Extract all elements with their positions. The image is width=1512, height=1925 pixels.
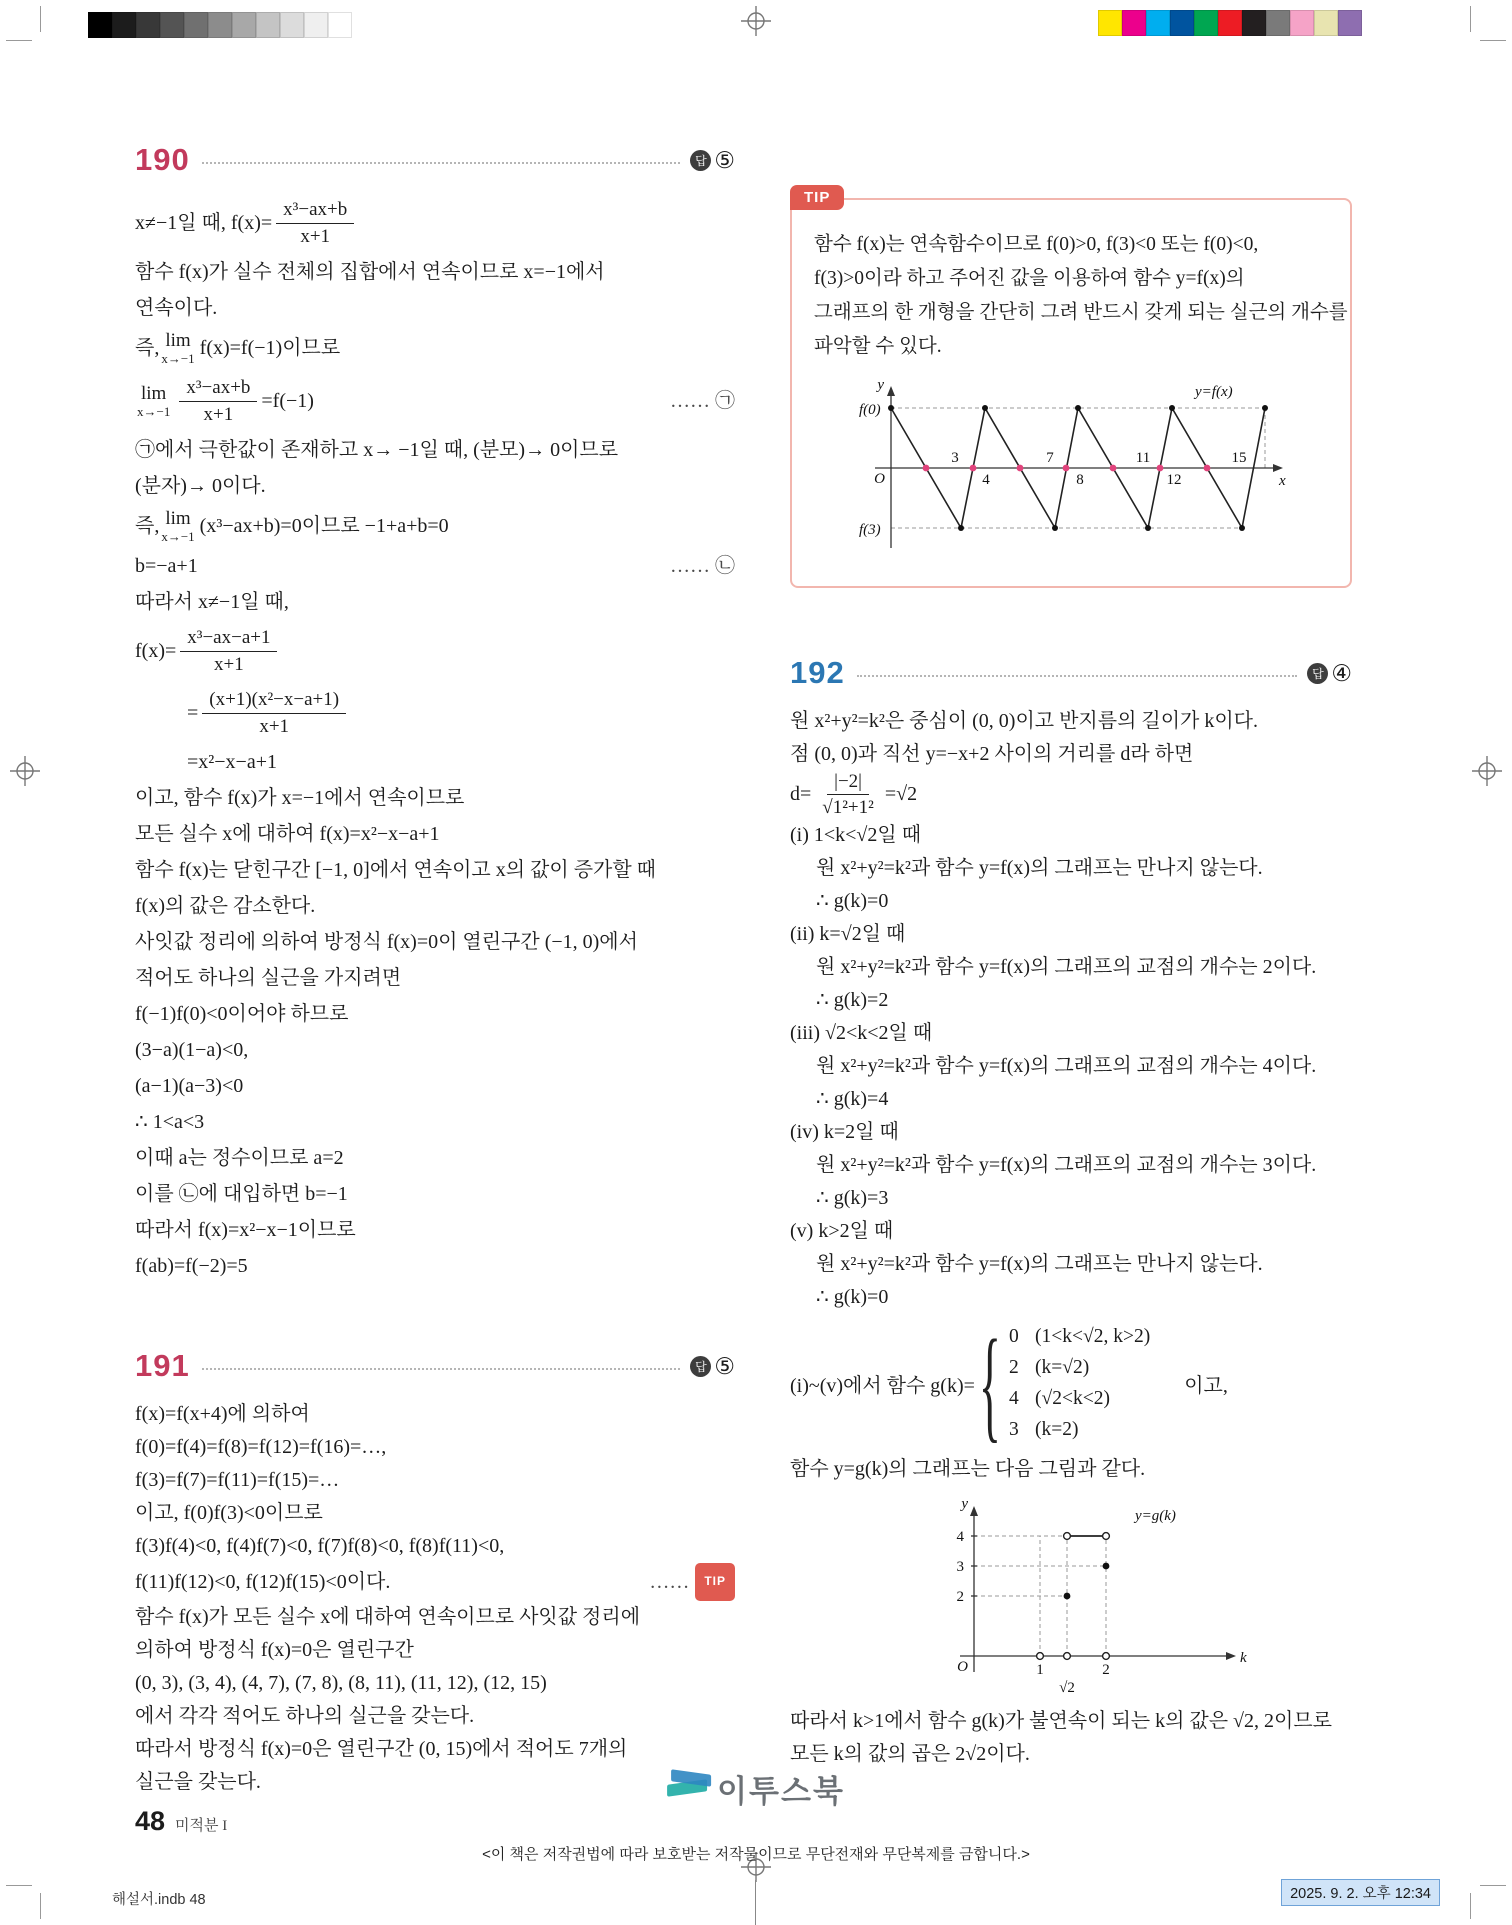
- print-file-name: 해설서.indb 48: [112, 1892, 206, 1908]
- solution-line: (a−1)(a−3)<0: [135, 1075, 244, 1097]
- calibration-swatch: [1242, 10, 1266, 36]
- equation-text: f(x)=f(−1)이므로: [199, 337, 341, 359]
- grayscale-calibration-bar: [88, 12, 352, 38]
- solution-line: (0, 3), (3, 4), (4, 7), (7, 8), (8, 11), (11, 12), (12, 15): [135, 1672, 547, 1694]
- answer-badge: [1307, 662, 1352, 685]
- fraction-denominator: x+1: [300, 225, 331, 247]
- limit-notation: [137, 384, 170, 418]
- problem-number: 192: [790, 655, 845, 690]
- solution-line: ∴ g(k)=0: [816, 889, 889, 912]
- answer-value: ④: [1331, 660, 1352, 686]
- tick-4: 4: [982, 472, 990, 488]
- answer-badge: [690, 1355, 735, 1378]
- fraction-numerator: x³−ax+b: [276, 199, 354, 223]
- tick-xsqrt2: √2: [1059, 1679, 1075, 1696]
- equation-tag: …… ㉠: [670, 390, 735, 412]
- answer-badge: [690, 149, 735, 172]
- piecewise-rows: [1009, 1322, 1150, 1445]
- piecewise-suffix: 이고,: [1184, 1374, 1228, 1397]
- solution-line: 모든 k의 값의 곱은 2√2이다.: [790, 1742, 1030, 1765]
- solution-line: 에서 각각 적어도 하나의 실근을 갖는다.: [135, 1705, 475, 1727]
- calibration-swatch: [1266, 10, 1290, 36]
- calibration-swatch: [1314, 10, 1338, 36]
- tip-line: f(3)>0이라 하고 주어진 값을 이용하여 함수 y=f(x)의: [814, 268, 1245, 289]
- calibration-swatch: [1170, 10, 1194, 36]
- piecewise-value: 4: [1009, 1387, 1019, 1409]
- solution-line: 함수 y=g(k)의 그래프는 다음 그림과 같다.: [790, 1457, 1146, 1480]
- tick-7: 7: [1046, 450, 1054, 466]
- book-subject: 미적분 I: [175, 1818, 228, 1834]
- f0-label: f(0): [859, 402, 881, 418]
- piecewise-value: 2: [1009, 1356, 1019, 1378]
- print-timestamp: 2025. 9. 2. 오후 12:34: [1281, 1879, 1440, 1906]
- fraction-denominator: x+1: [214, 653, 244, 675]
- problem-190-header: [135, 142, 735, 178]
- calibration-swatch: [1122, 10, 1146, 36]
- fraction-numerator: (x+1)(x²−x−a+1): [202, 689, 346, 713]
- calibration-swatch: [256, 12, 280, 38]
- publisher-logo: [667, 1766, 845, 1811]
- problem-number: 191: [135, 1348, 190, 1383]
- equation-text: d=: [790, 783, 812, 806]
- tip-line: 그래프의 한 개형을 간단히 그려 반드시 갖게 되는 실근의 개수를: [814, 302, 1348, 323]
- fraction-numerator: x³−ax−a+1: [180, 627, 277, 651]
- left-brace: {: [978, 1312, 1001, 1454]
- step-function-graph: [930, 1494, 1250, 1699]
- problem-192-solution: [790, 655, 1352, 1771]
- solution-line: f(ab)=f(−2)=5: [135, 1255, 248, 1277]
- solution-line: ∴ g(k)=4: [816, 1087, 889, 1110]
- solution-line: 따라서 x≠−1일 때,: [135, 591, 289, 613]
- solution-line: (3−a)(1−a)<0,: [135, 1039, 249, 1061]
- limit-notation: [161, 509, 194, 543]
- tick-y4: 4: [956, 1528, 964, 1545]
- solution-line: f(3)=f(7)=f(11)=f(15)=…: [135, 1469, 340, 1491]
- piecewise-row: [1009, 1384, 1150, 1414]
- solution-line: [135, 370, 735, 432]
- case-heading: (iv) k=2일 때: [790, 1120, 899, 1143]
- dotted-leader: [202, 162, 681, 164]
- calibration-swatch: [184, 12, 208, 38]
- curve-label: y=g(k): [1135, 1507, 1176, 1524]
- tip-chip: TIP: [790, 185, 844, 210]
- case-heading: (ii) k=√2일 때: [790, 922, 906, 945]
- case-heading: (v) k>2일 때: [790, 1219, 894, 1242]
- solution-line: [135, 620, 735, 682]
- limit-subscript: x→−1: [161, 529, 195, 544]
- equation-text: x≠−1일 때, f(x)=: [135, 212, 273, 234]
- solution-line: f(−1)f(0)<0이어야 하므로: [135, 1003, 349, 1025]
- tick-3: 3: [951, 450, 959, 466]
- solution-line: 사잇값 정리에 의하여 방정식 f(x)=0이 열린구간 (−1, 0)에서: [135, 931, 638, 953]
- tick-15: 15: [1231, 450, 1247, 466]
- calibration-swatch: [280, 12, 304, 38]
- registration-mark-top: [741, 6, 771, 36]
- piecewise-condition: (√2<k<2): [1035, 1387, 1110, 1409]
- problem-number: 190: [135, 142, 190, 177]
- limit-subscript: x→−1: [161, 351, 195, 366]
- tick-y2: 2: [956, 1588, 964, 1605]
- limit-notation: [161, 331, 194, 365]
- equation-text: f(11)f(12)<0, f(12)f(15)<0이다.: [135, 1570, 391, 1593]
- fraction: [179, 377, 257, 425]
- crop-mark: [1480, 40, 1506, 41]
- y-axis-label: y: [961, 1495, 968, 1512]
- fraction-numerator: x³−ax+b: [179, 377, 257, 401]
- tip-box-block: [790, 189, 1352, 588]
- limit-word: lim: [165, 508, 191, 529]
- equation-text: 즉,: [135, 337, 160, 359]
- curve-label: y=f(x): [1195, 384, 1233, 400]
- solution-line: 함수 f(x)는 닫힌구간 [−1, 0]에서 연속이고 x의 값이 증가할 때: [135, 859, 656, 881]
- solution-line: 따라서 방정식 f(x)=0은 열린구간 (0, 15)에서 적어도 7개의: [135, 1738, 628, 1760]
- solution-line: 함수 f(x)가 모든 실수 x에 대하여 연속이므로 사잇값 정리에: [135, 1606, 641, 1628]
- fraction-denominator: √1²+1²: [822, 797, 874, 819]
- crop-mark: [1480, 1885, 1506, 1886]
- solution-line: 의하여 방정식 f(x)=0은 열린구간: [135, 1639, 414, 1661]
- tip-chip: TIP: [695, 1563, 735, 1601]
- crop-mark: [6, 1885, 32, 1886]
- solution-line: 원 x²+y²=k²과 함수 y=f(x)의 그래프는 만나지 않는다.: [816, 1252, 1263, 1275]
- problem-192-header: [790, 655, 1352, 691]
- fraction: [276, 199, 354, 247]
- crop-mark: [1470, 6, 1471, 32]
- calibration-swatch: [1194, 10, 1218, 36]
- tick-x1: 1: [1036, 1661, 1044, 1678]
- origin-label: O: [957, 1658, 968, 1675]
- answer-label: 답: [1307, 663, 1328, 684]
- solution-line: [135, 1563, 735, 1601]
- solution-line: 연속이다.: [135, 297, 218, 319]
- calibration-swatch: [112, 12, 136, 38]
- x-axis-label: k: [1240, 1649, 1247, 1666]
- equation-text: f(x)=: [135, 640, 177, 662]
- crop-mark: [1470, 1893, 1471, 1919]
- solution-line: 따라서 k>1에서 함수 g(k)가 불연속이 되는 k의 값은 √2, 2이므로: [790, 1709, 1332, 1732]
- calibration-swatch: [208, 12, 232, 38]
- solution-line: 이때 a는 정수이므로 a=2: [135, 1147, 344, 1169]
- case-heading: (i) 1<k<√2일 때: [790, 823, 922, 846]
- solution-line: ∴ g(k)=0: [816, 1285, 889, 1308]
- piecewise-condition: (1<k<√2, k>2): [1035, 1325, 1151, 1347]
- solution-line: ∴ g(k)=3: [816, 1186, 889, 1209]
- piecewise-value: 3: [1009, 1418, 1019, 1440]
- tip-box: [790, 189, 1352, 588]
- tick-11: 11: [1135, 450, 1151, 466]
- fraction: [815, 771, 881, 819]
- solution-line: 이고, f(0)f(3)<0이므로: [135, 1502, 323, 1524]
- calibration-swatch: [328, 12, 352, 38]
- problem-191-solution: [135, 1348, 735, 1799]
- equation-text: =√2: [884, 783, 918, 806]
- limit-word: lim: [165, 330, 191, 351]
- piecewise-condition: (k=2): [1035, 1418, 1079, 1440]
- calibration-swatch: [1098, 10, 1122, 36]
- calibration-swatch: [1290, 10, 1314, 36]
- solution-line: 이고, 함수 f(x)가 x=−1에서 연속이므로: [135, 787, 465, 809]
- limit-word: lim: [141, 383, 167, 404]
- solution-line: 원 x²+y²=k²과 함수 y=f(x)의 그래프의 교점의 개수는 3이다.: [816, 1153, 1317, 1176]
- piecewise-function: [790, 1312, 1352, 1454]
- case-heading: (iii) √2<k<2일 때: [790, 1021, 933, 1044]
- solution-line: ㉠에서 극한값이 존재하고 x→ −1일 때, (분모)→ 0이므로: [135, 439, 619, 461]
- book-stack-icon: [667, 1772, 711, 1806]
- solution-line: [790, 771, 1352, 819]
- solution-line: f(x)=f(x+4)에 의하여: [135, 1403, 310, 1425]
- crop-mark: [40, 1893, 41, 1919]
- fraction-denominator: x+1: [259, 715, 290, 737]
- y-axis-label: y: [877, 377, 884, 393]
- x-axis-label: x: [1279, 473, 1286, 489]
- tick-12: 12: [1166, 472, 1182, 488]
- calibration-swatch: [88, 12, 112, 38]
- registration-mark-left: [10, 756, 40, 786]
- answer-value: ⑤: [714, 147, 735, 173]
- tick-8: 8: [1076, 472, 1084, 488]
- piecewise-condition: (k=√2): [1035, 1356, 1090, 1378]
- fraction-numerator: |−2|: [827, 771, 869, 795]
- copyright-notice: <이 책은 저작권법에 따라 보호받는 저작물이므로 무단전재와 무단복제를 금합니다.>: [482, 1846, 1030, 1863]
- calibration-swatch: [136, 12, 160, 38]
- color-calibration-bar: [1098, 10, 1362, 36]
- registration-mark-right: [1472, 756, 1502, 786]
- equation-tag: ……: [649, 1570, 690, 1593]
- piecewise-row: [1009, 1353, 1150, 1383]
- fraction-denominator: x+1: [203, 403, 234, 425]
- solution-line: [135, 192, 735, 254]
- solution-line: f(3)f(4)<0, f(4)f(7)<0, f(7)f(8)<0, f(8)f(11)<0,: [135, 1535, 505, 1557]
- equation-text: =f(−1): [261, 390, 314, 412]
- equation-text: =: [187, 702, 199, 724]
- solution-line: 원 x²+y²=k²과 함수 y=f(x)의 그래프의 교점의 개수는 4이다.: [816, 1054, 1317, 1077]
- answer-value: ⑤: [714, 1353, 735, 1379]
- solution-line: 원 x²+y²=k²과 함수 y=f(x)의 그래프는 만나지 않는다.: [816, 856, 1263, 879]
- solution-line: [135, 682, 735, 744]
- solution-line: 따라서 f(x)=x²−x−1이므로: [135, 1219, 356, 1241]
- dotted-leader: [202, 1368, 681, 1370]
- solution-line: [135, 504, 735, 548]
- calibration-swatch: [1146, 10, 1170, 36]
- calibration-swatch: [160, 12, 184, 38]
- solution-line: 함수 f(x)가 실수 전체의 집합에서 연속이므로 x=−1에서: [135, 261, 605, 283]
- calibration-swatch: [232, 12, 256, 38]
- solution-line: f(x)의 값은 감소한다.: [135, 895, 316, 917]
- equation-text: (x³−ax+b)=0이므로 −1+a+b=0: [199, 515, 449, 537]
- solution-line: 모든 실수 x에 대하여 f(x)=x²−x−a+1: [135, 823, 440, 845]
- piecewise-row: [1009, 1322, 1150, 1352]
- answer-label: 답: [690, 150, 711, 171]
- tick-y3: 3: [956, 1558, 964, 1575]
- solution-line: 적어도 하나의 실근을 가지려면: [135, 967, 402, 989]
- solution-line: (분자)→ 0이다.: [135, 475, 266, 497]
- solution-line: [135, 326, 735, 370]
- solution-line: 원 x²+y²=k²은 중심이 (0, 0)이고 반지름의 길이가 k이다.: [790, 710, 1258, 732]
- dotted-leader: [857, 675, 1298, 677]
- solution-line: ∴ 1<a<3: [135, 1111, 205, 1133]
- equation-text: b=−a+1: [135, 555, 198, 577]
- origin-label: O: [874, 471, 885, 487]
- tick-x2: 2: [1102, 1661, 1110, 1678]
- page-footer: [135, 1806, 227, 1837]
- piecewise-row: [1009, 1415, 1150, 1445]
- tip-line: 함수 f(x)는 연속함수이므로 f(0)>0, f(3)<0 또는 f(0)<0,: [814, 234, 1259, 255]
- piecewise-prefix: (i)~(v)에서 함수 g(k)=: [790, 1374, 975, 1397]
- equation-tag: …… ㉡: [670, 555, 735, 577]
- solution-line: ∴ g(k)=2: [816, 988, 889, 1011]
- solution-line: 실근을 갖는다.: [135, 1771, 261, 1793]
- problem-191-header: [135, 1348, 735, 1384]
- page-number: 48: [135, 1806, 166, 1836]
- solution-line: f(0)=f(4)=f(8)=f(12)=f(16)=…,: [135, 1436, 387, 1458]
- equation-text: 즉,: [135, 515, 160, 537]
- solution-line: [135, 548, 735, 584]
- solution-line: =x²−x−a+1: [187, 751, 277, 773]
- fraction: [202, 689, 346, 737]
- publisher-name: 이투스북: [717, 1774, 845, 1809]
- f3-label: f(3): [859, 522, 881, 538]
- zigzag-function-graph: [857, 376, 1287, 568]
- tip-line: 파악할 수 있다.: [814, 336, 942, 357]
- fraction: [180, 627, 277, 675]
- solution-line: 이를 ㉡에 대입하면 b=−1: [135, 1183, 348, 1205]
- calibration-swatch: [304, 12, 328, 38]
- answer-label: 답: [690, 1356, 711, 1377]
- crop-mark: [40, 6, 41, 32]
- piecewise-value: 0: [1009, 1325, 1019, 1347]
- calibration-swatch: [1218, 10, 1242, 36]
- solution-line: 점 (0, 0)과 직선 y=−x+2 사이의 거리를 d라 하면: [790, 743, 1194, 765]
- calibration-swatch: [1338, 10, 1362, 36]
- problem-190-solution: [135, 142, 735, 1284]
- limit-subscript: x→−1: [137, 404, 171, 419]
- bottom-center-trim-line: [755, 1880, 756, 1925]
- crop-mark: [6, 40, 32, 41]
- solution-line: 원 x²+y²=k²과 함수 y=f(x)의 그래프의 교점의 개수는 2이다.: [816, 955, 1317, 978]
